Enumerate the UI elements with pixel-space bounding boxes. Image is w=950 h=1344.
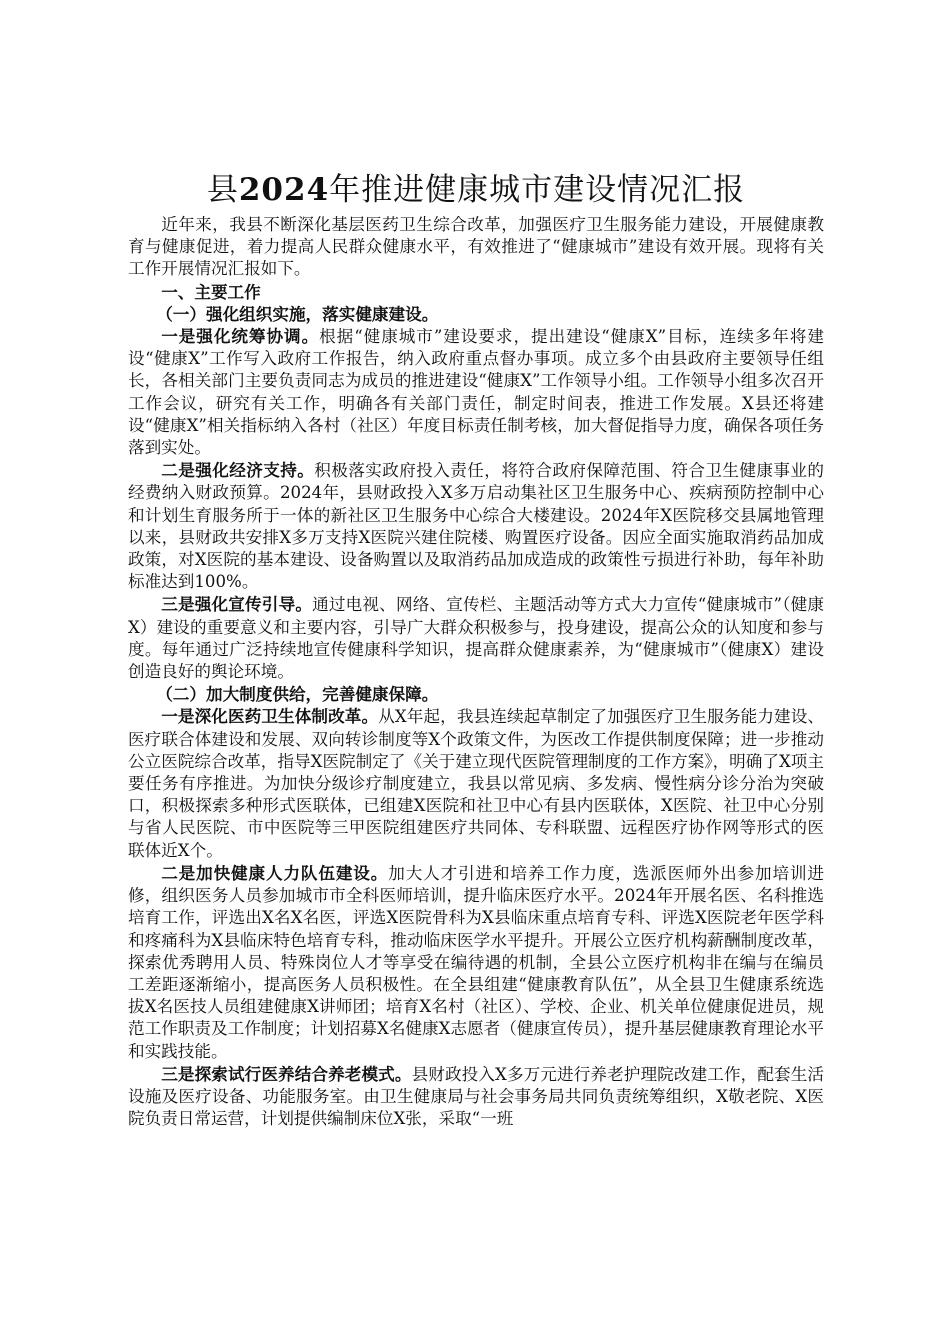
title-year: 2024 bbox=[238, 172, 330, 208]
subsection-heading-2: （二）加大制度供给，完善健康保障。 bbox=[156, 684, 439, 705]
paragraph-lead: 二是强化经济支持。 bbox=[161, 460, 315, 481]
paragraph-lead: 一是强化统筹协调。 bbox=[161, 326, 320, 347]
paragraph-body: 县财政投入X多万元进行养老护理院改建工作，配套生活设施及医疗设备、功能服务室。由卫生健康局与社会事务局共同负责统筹组织，X敬老院、X医院负责日常运营，计划提供编制床位X张，采取“一班 bbox=[128, 1064, 825, 1129]
paragraph-body: 根据“健康城市”建设要求，提出建设“健康X”目标，连续多年将建设“健康X”工作写入政府工作报告，纳入政府重点督办事项。成立多个由县政府主要领导任组长，各相关部门主要负责同志为成员的推进建设“健康X”工作领导小组。工作领导小组多次召开工作会议，研究有关工作，明确各有关部门责任，制定时间表，推进工作发展。X县还将建设“健康X”相关指标纳入各村（社区）年度目标责任制考核，加大督促指导力度，确保各项任务落到实处。 bbox=[128, 327, 824, 458]
intro-paragraph: 近年来，我县不断深化基层医药卫生综合改革，加强医疗卫生服务能力建设，开展健康教育与健康促进，着力提高人民群众健康水平，有效推进了“健康城市”建设有效开展。现将有关工作开展情况汇报如下。 bbox=[128, 215, 824, 279]
paragraph-reform bbox=[128, 705, 824, 861]
paragraph-elderly-care bbox=[128, 1063, 824, 1131]
document-page bbox=[128, 168, 824, 1130]
title-suffix: 年推进健康城市建设情况汇报 bbox=[329, 172, 746, 208]
subsection-heading-1: （一）强化组织实施，落实健康建设。 bbox=[156, 303, 439, 324]
paragraph-lead: 三是探索试行医养结合养老模式。 bbox=[161, 1063, 412, 1084]
paragraph-body: 通过电视、网络、宣传栏、主题活动等方式大力宣传“健康城市”（健康X）建设的重要意义和主要内容，引导广大群众积极参与，投身建设，提高公众的认知度和参与度。每年通过广泛持续地宣传健康科学知识，提高群众健康素养，为“健康城市”（健康X）建设创造良好的舆论环境。 bbox=[128, 595, 824, 682]
paragraph-lead: 三是强化宣传引导。 bbox=[161, 594, 313, 615]
paragraph-publicity bbox=[128, 593, 824, 683]
paragraph-body: 加大人才引进和培养工作力度，选派医师外出参加培训进修，组织医务人员参加城市市全科医师培训，提升临床医疗水平。2024年开展名医、名科推选培育工作，评选出X名X名医，评选X医院骨科为X县临床重点培育专科、评选X医院老年医学科和疼痛科为X县临床特色培育专科，推动临床医学水平提升。开展公立医疗机构薪酬制度改革，探索优秀聘用人员、特殊岗位人才等享受在编待遇的机制，全县公立医疗机构非在编与在编员工差距逐渐缩小，提高医务人员积极性。在全县组建“健康教育队伍”，从全县卫生健康系统选拔X名医技人员组建健康X讲师团；培育X名村（社区）、学校、企业、机关单位健康促进员，规范工作职责及工作制度；计划招募X名健康X志愿者（健康宣传员），提升基层健康教育理论水平和实践技能。 bbox=[128, 863, 825, 1061]
section-heading-main-work: 一、主要工作 bbox=[161, 281, 261, 302]
paragraph-lead: 二是加快健康人力队伍建设。 bbox=[161, 862, 389, 883]
paragraph-body: 从X年起，我县连续起草制定了加强医疗卫生服务能力建设、医疗联合体建设和发展、双向转诊制度等X个政策文件，为医改工作提供制度保障；进一步推动公立医院综合改革，指导X医院制定了《关于建立现代医院管理制度的工作方案》，明确了X项主要任务有序推进。为加快分级诊疗制度建立，我县以常见病、多发病、慢性病分诊分治为突破口，积极探索多种形式医联体，已组建X医院和社卫中心有县内医联体，X医院、社卫中心分别与省人民医院、市中医院等三甲医院组建医疗共同体、专科联盟、远程医疗协作网等形式的医联体近X个。 bbox=[128, 707, 824, 860]
paragraph-coordination bbox=[128, 325, 824, 459]
page-title bbox=[128, 168, 824, 212]
paragraph-body: 积极落实政府投入责任，将符合政府保障范围、符合卫生健康事业的经费纳入财政预算。2024年，县财政投入X多万启动集社区卫生服务中心、疾病预防控制中心和计划生育服务所于一体的新社区卫生服务中心综合大楼建设。2024年X医院移交县属地管理以来，县财政共安排X多万支持X医院兴建住院楼、购置医疗设备。因应全面实施取消药品加成政策，对X医院的基本建设、设备购置以及取消药品加成造成的政策性亏损进行补助，每年补助标准达到100%。 bbox=[128, 461, 825, 592]
paragraph-economic-support bbox=[128, 459, 824, 593]
paragraph-lead: 一是深化医药卫生体制改革。 bbox=[161, 706, 379, 727]
paragraph-workforce bbox=[128, 862, 824, 1063]
title-prefix: 县 bbox=[206, 172, 239, 208]
